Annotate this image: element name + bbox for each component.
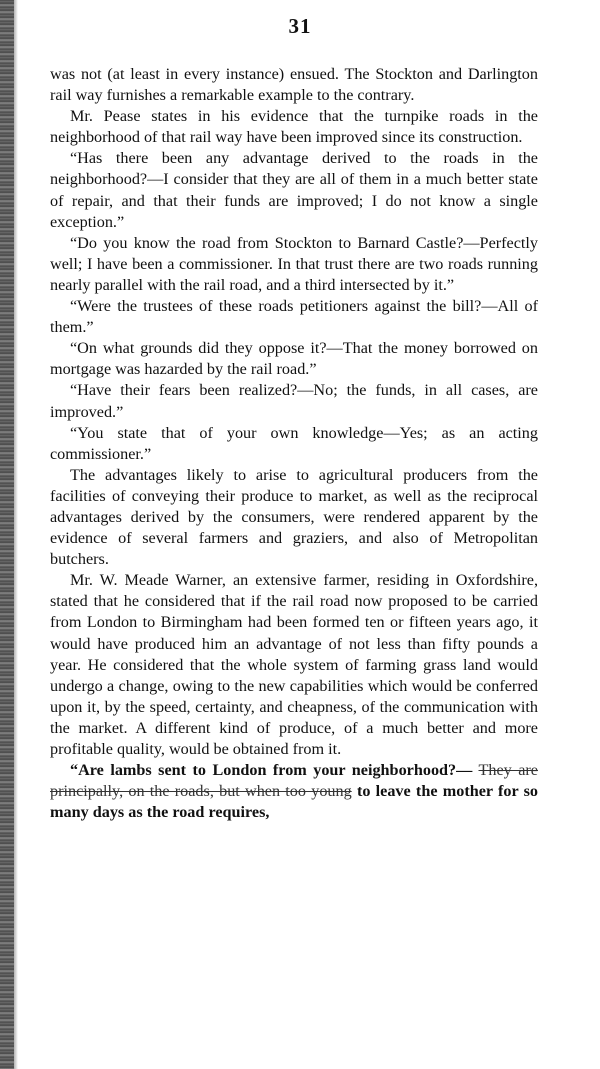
body-text xyxy=(50,64,538,823)
paragraph-11 xyxy=(50,760,538,823)
paragraph-3: “Has there been any advantage derived to the roads in the neighborhood?—I consider that they are all of them in a much better state of repair, and that their funds are improved; I do not know a single exception.” xyxy=(50,149,538,231)
paragraph-4: “Do you know the road from Stockton to Barnard Castle?—Perfectly well; I have been a commissioner. In that trust there are two roads running nearly parallel with the rail road, and a third intersected by it.” xyxy=(50,233,538,294)
paragraph-7: “Have their fears been realized?—No; the funds, in all cases, are improved.” xyxy=(50,381,538,421)
paragraph-8: “You state that of your own knowledge—Yes; as an acting commissioner.” xyxy=(50,423,538,463)
paragraph-11-line-1: “Are lambs sent to London from your neighborhood?— xyxy=(70,761,473,780)
paragraph-2: Mr. Pease states in his evidence that the turnpike roads in the neighborhood of that rail way have been improved since its construction. xyxy=(50,107,538,147)
paragraph-11-line-3: to leave the mother for so many days as the road requires, xyxy=(50,782,539,822)
page-binding-edge xyxy=(0,0,14,1069)
paragraph-1: was not (at least in every instance) ensued. The Stockton and Darlington rail way furnishes a remarkable example to the contrary. xyxy=(50,65,538,105)
paragraph-6: “On what grounds did they oppose it?—That the money borrowed on mortgage was hazarded by the rail road.” xyxy=(50,339,538,379)
paragraph-11-line-2-struck: They are principally, on the roads, but when too young xyxy=(50,761,538,801)
paragraph-10: Mr. W. Meade Warner, an extensive farmer, residing in Oxfordshire, stated that he considered that if the rail road now proposed to be carried from London to Birmingham had been formed ten or fifteen years ago, it would have produced him an advantage of not less than fifty pounds a year. He considered that the whole system of farming grass land would undergo a change, owing to the new capabilities which would be conferred upon it, by the speed, certainty, and cheapness, of the communication with the market. A different kind of produce, of a much better and more profitable quality, would be obtained from it. xyxy=(50,571,538,758)
paragraph-5: “Were the trustees of these roads petitioners against the bill?—All of them.” xyxy=(50,297,538,337)
page-number: 31 xyxy=(288,14,312,38)
paragraph-9: The advantages likely to arise to agricultural producers from the facilities of conveying their produce to market, as well as the reciprocal advantages derived by the consumers, were rendered apparent by the evidence of several farmers and graziers, and also of Metropolitan butchers. xyxy=(50,465,538,569)
